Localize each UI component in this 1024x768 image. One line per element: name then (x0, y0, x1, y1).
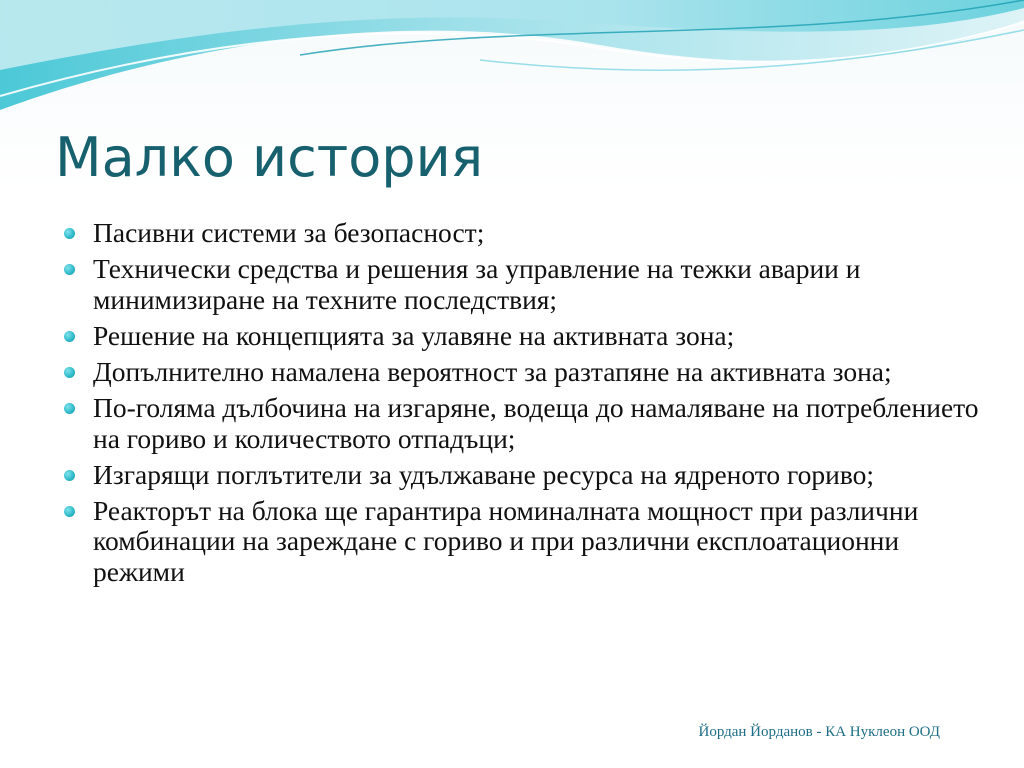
bullet-list (60, 218, 980, 593)
round-bullet-icon (64, 331, 75, 342)
footer-author: Йордан Йорданов - КА Нуклеон ООД (698, 724, 940, 740)
list-item (60, 460, 980, 490)
bullet-text: Пасивни системи за безопасност; (93, 217, 485, 248)
round-bullet-icon (64, 403, 75, 414)
slide-title: Малко история (55, 126, 484, 189)
bullet-text: Решение на концепцията за улавяне на активната зона; (93, 319, 735, 351)
list-item (60, 254, 980, 315)
round-bullet-icon (64, 506, 75, 517)
wave-header-decoration (0, 0, 1024, 130)
round-bullet-icon (64, 264, 75, 275)
bullet-text: Допълнително намалена вероятност за разтапяне на активната зона; (93, 356, 892, 387)
bullet-text: Реакторът на блока ще гарантира номиналната мощност при различни комбинации на зареждане с гориво и при различни експлоатационни режими (93, 495, 919, 587)
round-bullet-icon (64, 367, 75, 378)
list-item (60, 357, 980, 387)
round-bullet-icon (64, 470, 75, 481)
bullet-text: Технически средства и решения за управление на тежки аварии и минимизиране на техните последствия; (93, 253, 861, 315)
list-item (60, 496, 980, 587)
bullet-text: Изгарящи поглътители за удължаване ресурса на ядреното гориво; (93, 458, 875, 490)
list-item (60, 321, 980, 351)
list-item (60, 218, 980, 248)
round-bullet-icon (64, 228, 75, 239)
bullet-text: По-голяма дълбочина на изгаряне, водеща до намаляване на потреблението на гориво и количеството отпадъци; (93, 392, 979, 454)
list-item (60, 393, 980, 454)
